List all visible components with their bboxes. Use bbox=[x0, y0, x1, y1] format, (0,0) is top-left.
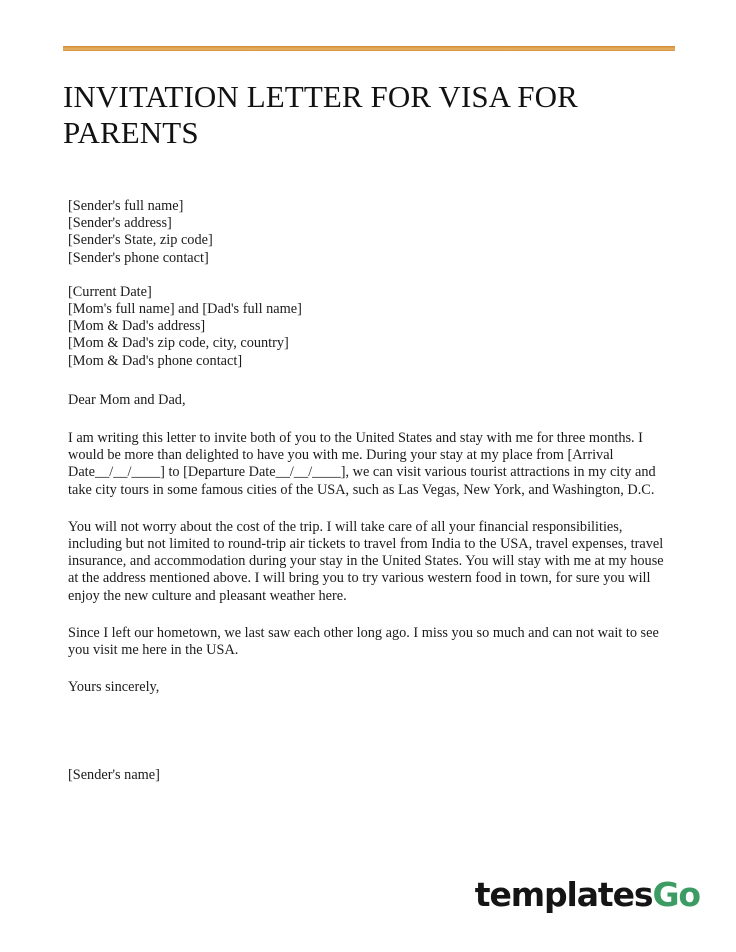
logo-primary-text: templates bbox=[474, 875, 653, 914]
sender-address-block bbox=[68, 198, 672, 267]
logo-accent-text: Go bbox=[652, 875, 700, 914]
salutation: Dear Mom and Dad, bbox=[68, 391, 186, 408]
templatesgo-logo bbox=[474, 875, 700, 914]
letter-paragraph-1: I am writing this letter to invite both of you to the United States and stay with me for three months. I would be more than delighted to have you with me. During your stay at my place from [Arrival Date__/__/____] to [Departure Date__/__/____], we can visit various tourist attractions in my city and take city tours in some famous cities of the USA, such as Las Vegas, New York, and Washington, D.C. bbox=[68, 430, 656, 498]
recipient-line: [Current Date] bbox=[68, 283, 152, 300]
recipient-line: [Mom & Dad's zip code, city, country] bbox=[68, 335, 289, 352]
recipient-line: [Mom's full name] and [Dad's full name] bbox=[68, 301, 302, 318]
sender-line: [Sender's address] bbox=[68, 215, 172, 232]
page-title: INVITATION LETTER FOR VISA FOR PARENTS bbox=[63, 79, 578, 150]
letter-paragraph-3: Since I left our hometown, we last saw each other long ago. I miss you so much and can not wait to see you visit me here in the USA. bbox=[68, 624, 659, 659]
letter-paragraph-2: You will not worry about the cost of the trip. I will take care of all your financial responsibilities, including but not limited to round-trip air tickets to travel from India to the USA, travel expenses, travel insurance, and accommodation during your stay in the United States. You will stay with me at my house at the address mentioned above. I will bring you to try various western food in town, for sure you will enjoy the new culture and pleasant weather here. bbox=[68, 518, 664, 604]
closing-salutation: Yours sincerely, bbox=[68, 679, 160, 696]
sender-line: [Sender's State, zip code] bbox=[68, 232, 213, 249]
signature-name: [Sender's name] bbox=[68, 767, 160, 783]
header-accent-rule bbox=[63, 46, 675, 51]
sender-line: [Sender's full name] bbox=[68, 198, 184, 214]
recipient-line: [Mom & Dad's phone contact] bbox=[68, 352, 243, 369]
recipient-line: [Mom & Dad's address] bbox=[68, 318, 206, 335]
recipient-address-block bbox=[68, 284, 672, 370]
sender-line: [Sender's phone contact] bbox=[68, 249, 209, 266]
letter-body bbox=[68, 198, 672, 696]
